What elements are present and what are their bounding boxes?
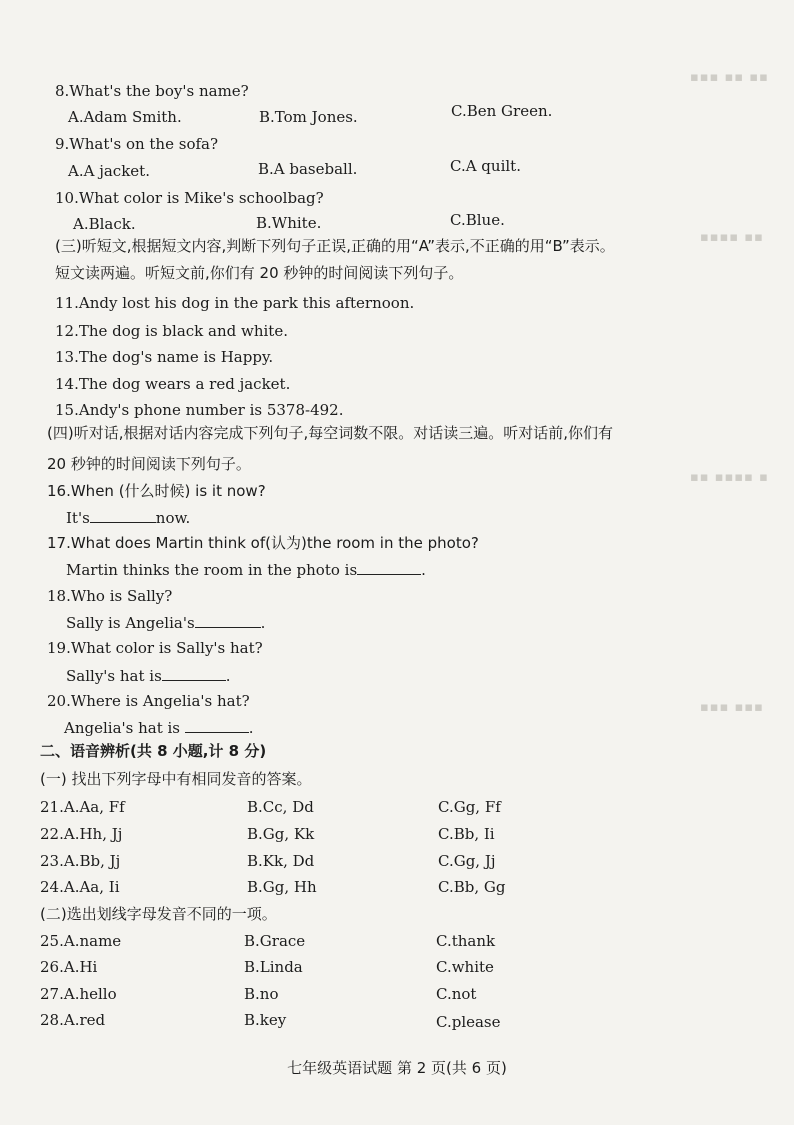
answer-blank-19[interactable]: [162, 666, 226, 681]
answer-16-suffix: now.: [155, 509, 191, 527]
part4-instruction-line1: (四)听对话,根据对话内容完成下列句子,每空词数不限。对话读三遍。听对话前,你们有: [47, 424, 614, 442]
answer-line-20: [64, 718, 254, 738]
statement-12: 12.The dog is black and white.: [55, 322, 288, 340]
word-question-28: [40, 1010, 105, 1030]
question-16: 16.When (什么时候) is it now?: [47, 482, 266, 500]
q8-option-c: C.Ben Green.: [451, 102, 553, 120]
word-25-option-c: C.thank: [436, 932, 496, 950]
page-footer: 七年级英语试题 第 2 页(共 6 页): [287, 1059, 507, 1077]
word-25-option-b: B.Grace: [244, 932, 306, 950]
word-28-option-b: B.key: [244, 1011, 287, 1029]
word-question-25: [40, 931, 121, 951]
word-27-option-b: B.no: [244, 985, 279, 1003]
q9-option-a: A.A jacket.: [68, 162, 150, 180]
word-28-option-a: red: [79, 1011, 106, 1029]
word-26-number: 26.A.: [40, 958, 80, 976]
letter-question-21: 21.A.Aa, Ff: [40, 798, 125, 816]
bleed-through-text: ▪▪ ▪▪▪▪ ▪: [690, 470, 769, 485]
section-2-title: 二、语音辨析(共 8 小题,计 8 分): [40, 742, 267, 760]
q10-option-c: C.Blue.: [450, 211, 505, 229]
answer-20-suffix: .: [248, 719, 254, 737]
answer-blank-17[interactable]: [357, 560, 421, 575]
answer-line-19: [66, 666, 231, 686]
letter-23-option-c: C.Gg, Jj: [438, 852, 496, 870]
answer-20-prefix: Angelia's hat is: [64, 719, 180, 737]
part3-instruction-line1: (三)听短文,根据短文内容,判断下列句子正误,正确的用“A”表示,不正确的用“B”表示。: [55, 237, 615, 255]
part4-instruction-line2: 20 秒钟的时间阅读下列句子。: [47, 455, 251, 473]
answer-19-suffix: .: [225, 667, 231, 685]
q8-option-a: A.Adam Smith.: [68, 108, 182, 126]
answer-line-16: [66, 508, 190, 528]
question-20: 20.Where is Angelia's hat?: [47, 692, 250, 710]
word-27-option-a: hello: [79, 985, 117, 1003]
question-17: 17.What does Martin think of(认为)the room in the photo?: [47, 534, 479, 552]
answer-16-prefix: It's: [66, 509, 90, 527]
bleed-through-text: ▪▪▪ ▪▪▪: [700, 700, 764, 715]
word-25-option-a: name: [79, 932, 122, 950]
answer-17-suffix: .: [421, 561, 426, 579]
bleed-through-text: ▪▪▪ ▪▪ ▪▪: [690, 70, 769, 85]
answer-blank-20[interactable]: [185, 718, 249, 733]
statement-15: 15.Andy's phone number is 5378-492.: [55, 401, 344, 419]
answer-19-prefix: Sally's hat is: [66, 667, 162, 685]
question-8: 8.What's the boy's name?: [55, 82, 249, 100]
statement-14: 14.The dog wears a red jacket.: [55, 375, 291, 393]
letter-question-24: 24.A.Aa, Ii: [40, 878, 120, 896]
answer-line-17: [66, 560, 426, 580]
letter-22-option-c: C.Bb, Ii: [438, 825, 495, 843]
section-2-part1-instruction: (一) 找出下列字母中有相同发音的答案。: [40, 770, 312, 788]
letter-21-option-b: B.Cc, Dd: [247, 798, 314, 816]
statement-11: 11.Andy lost his dog in the park this afternoon.: [55, 294, 415, 312]
question-9: 9.What's on the sofa?: [55, 135, 219, 153]
answer-18-suffix: .: [260, 614, 266, 632]
question-19: 19.What color is Sally's hat?: [47, 639, 263, 657]
question-18: 18.Who is Sally?: [47, 587, 173, 605]
word-28-number: 28.A.: [40, 1011, 80, 1029]
word-27-option-c: C.not: [436, 985, 477, 1003]
answer-blank-16[interactable]: [90, 508, 156, 523]
word-question-26: [40, 957, 97, 977]
letter-22-option-b: B.Gg, Kk: [247, 825, 315, 843]
word-26-option-c: C.white: [436, 958, 494, 976]
q9-option-c: C.A quilt.: [450, 157, 521, 175]
q9-option-b: B.A baseball.: [258, 160, 358, 178]
part3-instruction-line2: 短文读两遍。听短文前,你们有 20 秒钟的时间阅读下列句子。: [55, 264, 464, 282]
letter-24-option-c: C.Bb, Gg: [438, 878, 506, 896]
word-26-option-b: B.Linda: [244, 958, 303, 976]
statement-13: 13.The dog's name is Happy.: [55, 348, 274, 366]
question-10: 10.What color is Mike's schoolbag?: [55, 189, 324, 207]
word-25-number: 25.A.: [40, 932, 80, 950]
answer-17-prefix: Martin thinks the room in the photo is: [66, 561, 358, 579]
letter-question-22: 22.A.Hh, Jj: [40, 825, 123, 843]
section-2-part2-instruction: (二)选出划线字母发音不同的一项。: [40, 905, 277, 923]
q10-option-a: A.Black.: [73, 215, 136, 233]
word-question-27: [40, 984, 117, 1004]
q8-option-b: B.Tom Jones.: [259, 108, 358, 126]
answer-line-18: [66, 613, 265, 633]
letter-question-23: 23.A.Bb, Jj: [40, 852, 121, 870]
bleed-through-text: ▪▪▪▪ ▪▪: [700, 230, 764, 245]
letter-24-option-b: B.Gg, Hh: [247, 878, 317, 896]
letter-23-option-b: B.Kk, Dd: [247, 852, 315, 870]
word-28-option-c: C.please: [436, 1013, 501, 1031]
word-26-option-a: Hi: [79, 958, 98, 976]
letter-21-option-c: C.Gg, Ff: [438, 798, 501, 816]
word-27-number: 27.A.: [40, 985, 80, 1003]
q10-option-b: B.White.: [256, 214, 322, 232]
answer-18-prefix: Sally is Angelia's: [66, 614, 195, 632]
answer-blank-18[interactable]: [195, 613, 261, 628]
